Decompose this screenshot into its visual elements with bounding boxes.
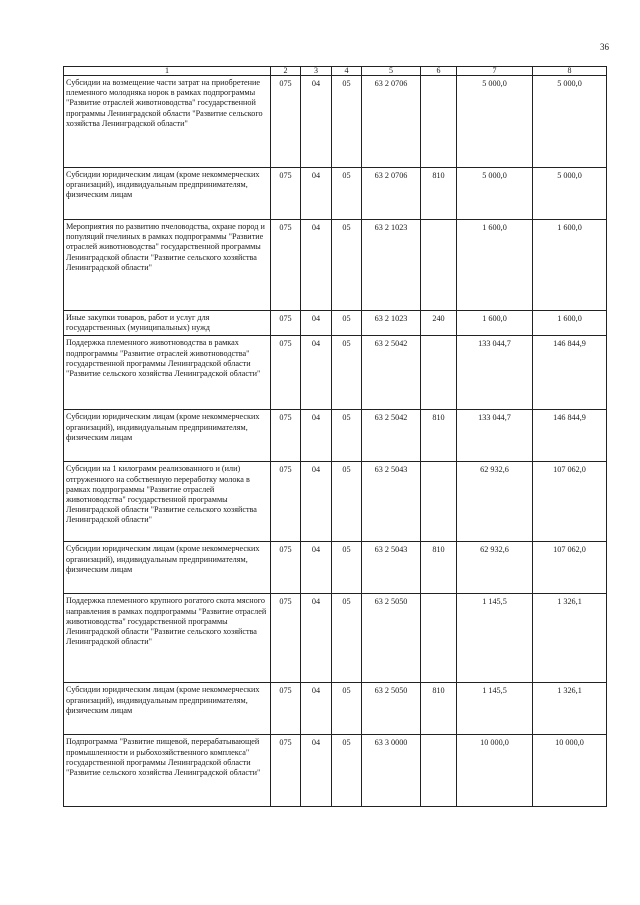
target-article-code: 63 2 1023 [362, 220, 421, 311]
section-code: 04 [301, 735, 332, 807]
row-name: Поддержка племенного животноводства в рамках подпрограммы "Развитие отраслей животноводства" государственной программы Ленинградской области "Развитие сельского хозяйства Ленинградской области" [64, 336, 271, 410]
table-row [64, 410, 607, 462]
table-row [64, 168, 607, 220]
amount-year-1: 62 932,6 [457, 542, 533, 594]
table-row [64, 735, 607, 807]
subsection-code: 05 [332, 220, 362, 311]
target-article-code: 63 2 5050 [362, 594, 421, 683]
row-name: Субсидии юридическим лицам (кроме некоммерческих организаций), индивидуальным предпринимателям, физическим лицам [64, 542, 271, 594]
chapter-code: 075 [271, 594, 301, 683]
amount-year-2: 10 000,0 [533, 735, 607, 807]
row-name: Субсидии на возмещение части затрат на приобретение племенного молодняка норок в рамках подпрограммы "Развитие отраслей животноводства" государственной программы Ленинградской области "Развитие сельского хозяйства Ленинградской области" [64, 76, 271, 168]
row-name: Мероприятия по развитию пчеловодства, охране пород и популяций пчелиных в рамках подпрограммы "Развитие отраслей животноводства" государственной программы Ленинградской области "Развитие сельского хозяйства Ленинградской области" [64, 220, 271, 311]
row-name: Подпрограмма "Развитие пищевой, перерабатывающей промышленности и рыбохозяйственного комплекса" государственной программы Ленинградской области "Развитие сельского хозяйства Ленинградской области" [64, 735, 271, 807]
target-article-code: 63 2 5043 [362, 462, 421, 542]
column-index: 4 [332, 67, 362, 76]
section-code: 04 [301, 220, 332, 311]
target-article-code: 63 2 0706 [362, 76, 421, 168]
column-index: 6 [421, 67, 457, 76]
section-code: 04 [301, 462, 332, 542]
expense-type-code: 810 [421, 542, 457, 594]
amount-year-1: 5 000,0 [457, 168, 533, 220]
row-name: Субсидии юридическим лицам (кроме некоммерческих организаций), индивидуальным предпринимателям, физическим лицам [64, 683, 271, 735]
row-name: Иные закупки товаров, работ и услуг для государственных (муниципальных) нужд [64, 311, 271, 336]
chapter-code: 075 [271, 311, 301, 336]
chapter-code: 075 [271, 410, 301, 462]
target-article-code: 63 2 5050 [362, 683, 421, 735]
amount-year-2: 146 844,9 [533, 336, 607, 410]
section-code: 04 [301, 410, 332, 462]
amount-year-1: 5 000,0 [457, 76, 533, 168]
amount-year-2: 107 062,0 [533, 462, 607, 542]
amount-year-1: 1 145,5 [457, 683, 533, 735]
section-code: 04 [301, 594, 332, 683]
expense-type-code [421, 336, 457, 410]
section-code: 04 [301, 168, 332, 220]
chapter-code: 075 [271, 735, 301, 807]
column-index: 3 [301, 67, 332, 76]
table-row [64, 462, 607, 542]
row-name: Субсидии юридическим лицам (кроме некоммерческих организаций), индивидуальным предпринимателям, физическим лицам [64, 168, 271, 220]
chapter-code: 075 [271, 683, 301, 735]
amount-year-1: 133 044,7 [457, 336, 533, 410]
amount-year-2: 146 844,9 [533, 410, 607, 462]
expense-type-code [421, 462, 457, 542]
target-article-code: 63 2 1023 [362, 311, 421, 336]
target-article-code: 63 2 5043 [362, 542, 421, 594]
subsection-code: 05 [332, 311, 362, 336]
expense-type-code [421, 220, 457, 311]
table-row [64, 311, 607, 336]
subsection-code: 05 [332, 336, 362, 410]
page-number: 36 [600, 42, 609, 52]
row-name: Поддержка племенного крупного рогатого скота мясного направления в рамках подпрограммы "Развитие отраслей животноводства" государственной программы Ленинградской области "Развитие сельского хозяйства Ленинградской области" [64, 594, 271, 683]
section-code: 04 [301, 311, 332, 336]
table-row [64, 542, 607, 594]
expense-type-code [421, 76, 457, 168]
expense-type-code: 810 [421, 683, 457, 735]
table-row [64, 683, 607, 735]
amount-year-2: 1 600,0 [533, 220, 607, 311]
amount-year-1: 62 932,6 [457, 462, 533, 542]
amount-year-1: 1 600,0 [457, 220, 533, 311]
table-row [64, 76, 607, 168]
target-article-code: 63 2 5042 [362, 410, 421, 462]
column-index: 8 [533, 67, 607, 76]
subsection-code: 05 [332, 410, 362, 462]
amount-year-2: 5 000,0 [533, 76, 607, 168]
budget-table [63, 66, 607, 807]
column-index: 5 [362, 67, 421, 76]
column-index: 7 [457, 67, 533, 76]
chapter-code: 075 [271, 542, 301, 594]
expense-type-code: 240 [421, 311, 457, 336]
amount-year-2: 1 600,0 [533, 311, 607, 336]
section-code: 04 [301, 336, 332, 410]
table-row [64, 336, 607, 410]
expense-type-code [421, 735, 457, 807]
subsection-code: 05 [332, 168, 362, 220]
column-index: 1 [64, 67, 271, 76]
chapter-code: 075 [271, 462, 301, 542]
subsection-code: 05 [332, 735, 362, 807]
subsection-code: 05 [332, 76, 362, 168]
amount-year-2: 5 000,0 [533, 168, 607, 220]
amount-year-1: 10 000,0 [457, 735, 533, 807]
table-row [64, 220, 607, 311]
subsection-code: 05 [332, 542, 362, 594]
target-article-code: 63 2 0706 [362, 168, 421, 220]
target-article-code: 63 2 5042 [362, 336, 421, 410]
row-name: Субсидии на 1 килограмм реализованного и (или) отгруженного на собственную переработку молока в рамках подпрограммы "Развитие отраслей животноводства" государственной программы Ленинградской области "Развитие сельского хозяйства Ленинградской области" [64, 462, 271, 542]
column-index: 2 [271, 67, 301, 76]
row-name: Субсидии юридическим лицам (кроме некоммерческих организаций), индивидуальным предпринимателям, физическим лицам [64, 410, 271, 462]
target-article-code: 63 3 0000 [362, 735, 421, 807]
amount-year-1: 1 145,5 [457, 594, 533, 683]
chapter-code: 075 [271, 336, 301, 410]
section-code: 04 [301, 76, 332, 168]
expense-type-code [421, 594, 457, 683]
chapter-code: 075 [271, 168, 301, 220]
amount-year-2: 1 326,1 [533, 594, 607, 683]
table-row [64, 594, 607, 683]
chapter-code: 075 [271, 220, 301, 311]
amount-year-1: 133 044,7 [457, 410, 533, 462]
subsection-code: 05 [332, 683, 362, 735]
amount-year-2: 1 326,1 [533, 683, 607, 735]
section-code: 04 [301, 542, 332, 594]
column-index-row [64, 67, 607, 76]
expense-type-code: 810 [421, 410, 457, 462]
subsection-code: 05 [332, 594, 362, 683]
expense-type-code: 810 [421, 168, 457, 220]
amount-year-1: 1 600,0 [457, 311, 533, 336]
amount-year-2: 107 062,0 [533, 542, 607, 594]
section-code: 04 [301, 683, 332, 735]
subsection-code: 05 [332, 462, 362, 542]
chapter-code: 075 [271, 76, 301, 168]
